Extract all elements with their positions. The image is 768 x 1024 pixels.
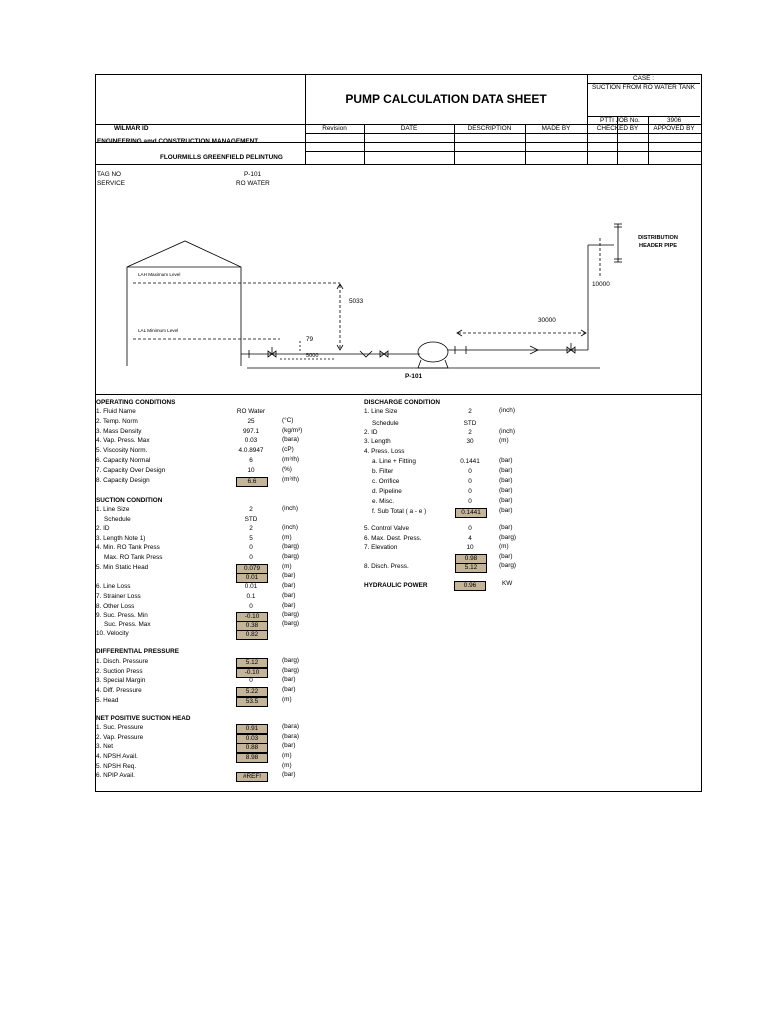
suction-row-unit: (bar): [282, 572, 296, 579]
npsh-row-value: 0.03: [236, 734, 268, 744]
suction-row-value: 0.01: [236, 573, 268, 583]
operating-row-unit: (m³/h): [282, 476, 300, 483]
suction-row-label: 9. Suc. Press. Min: [96, 612, 148, 619]
discharge-row-label: a. Line + Fitting: [372, 458, 416, 465]
col-approved-by: APPOVED BY: [653, 125, 695, 132]
npsh-row-label: 1. Suc. Pressure: [96, 724, 144, 731]
suction-row-label: 10. Velocity: [96, 630, 129, 637]
discharge-row-unit: (inch): [499, 428, 515, 435]
npsh-row-value: 8.98: [236, 753, 268, 763]
operating-row-value: 0.03: [244, 437, 258, 444]
operating-row-label: 4. Vap. Press. Max: [96, 437, 150, 444]
suction-row-value: 5: [249, 535, 253, 542]
discharge-row-label: 3. Length: [364, 438, 391, 445]
discharge-row-label: 6. Max. Dest. Press.: [364, 535, 422, 542]
discharge-row-unit: (inch): [499, 407, 515, 414]
page-title: PUMP CALCULATION DATA SHEET: [345, 92, 547, 106]
dim-5033: 5033: [349, 298, 364, 305]
npsh-row-label: 2. Vap. Pressure: [96, 734, 144, 741]
discharge-row-value: 5.12: [455, 563, 487, 573]
discharge-row-label: d. Pipeline: [372, 488, 402, 495]
suction-row-unit: (bar): [282, 602, 296, 609]
operating-row-label: 8. Capacity Design: [96, 477, 150, 484]
service-value: RO WATER: [236, 180, 270, 187]
suction-row-unit: (bar): [282, 582, 296, 589]
operating-row-value: RO Water: [236, 408, 266, 415]
differential-row-value: 5.12: [236, 658, 268, 668]
npsh-row-unit: (bar): [282, 742, 296, 749]
dim-79: 79: [306, 336, 314, 343]
dim-10000: 10000: [592, 281, 610, 288]
operating-row-value: 25: [247, 418, 255, 425]
discharge-title: DISCHARGE CONDITION: [364, 399, 440, 406]
suction-row-unit: (barg): [282, 620, 300, 627]
differential-row-label: 1. Disch. Pressure: [96, 658, 149, 665]
discharge-row-unit: (bar): [499, 524, 513, 531]
differential-row-label: 2. Suction Press: [96, 668, 143, 675]
operating-row-unit: (°C): [282, 417, 294, 424]
operating-row-unit: (bara): [282, 436, 300, 443]
discharge-row-unit: (barg): [499, 534, 517, 541]
discharge-row-label: 1. Line Size: [364, 408, 398, 415]
differential-row-label: 5. Head: [96, 697, 119, 704]
npsh-row-label: 6. NPIP Avail.: [96, 772, 135, 779]
suction-row-value: 0: [249, 554, 253, 561]
tank-outline: [127, 241, 241, 366]
operating-row-value: 10: [247, 467, 255, 474]
npsh-row-unit: (m): [282, 762, 292, 769]
suction-row-value: 0.079: [236, 564, 268, 574]
discharge-row-unit: (barg): [499, 562, 517, 569]
differential-row-unit: (bar): [282, 676, 296, 683]
suction-row-label: Schedule: [104, 516, 131, 523]
discharge-row-label: f. Sub Total ( a - e ): [372, 508, 427, 515]
npsh-row-value: #REF!: [236, 772, 268, 782]
operating-title: OPERATING CONDITIONS: [96, 399, 176, 406]
suction-row-value: 0.38: [236, 621, 268, 631]
differential-row-label: 3. Special Margin: [96, 677, 146, 684]
col-checked-by: CHECKED BY: [596, 125, 639, 132]
differential-row-unit: (m): [282, 696, 292, 703]
operating-row-label: 6. Capacity Normal: [96, 457, 151, 464]
dim-30000: 30000: [538, 317, 556, 324]
suction-row-label: 3. Length Note 1): [96, 535, 146, 542]
operating-row-unit: (kg/m³): [282, 427, 303, 434]
operating-row-label: 5. Viscosity Norm.: [96, 447, 148, 454]
pump-tag: P-101: [405, 373, 423, 380]
differential-row-label: 4. Diff. Pressure: [96, 687, 142, 694]
discharge-row-unit: (bar): [499, 487, 513, 494]
header-pipe-label: HEADER PIPE: [639, 243, 677, 249]
distribution-label: DISTRIBUTION: [638, 235, 678, 241]
npsh-row-unit: (bara): [282, 723, 300, 730]
service-label: SERVICE: [97, 180, 125, 187]
discharge-row-value: 4: [468, 535, 472, 542]
project-name: FLOURMILLS GREENFIELD PELINTUNG: [160, 154, 283, 161]
npsh-row-unit: (m): [282, 752, 292, 759]
suction-row-unit: (inch): [282, 505, 298, 512]
discharge-row-unit: (bar): [499, 507, 513, 514]
col-revision: Revision: [322, 125, 347, 132]
suction-title: SUCTION CONDITION: [96, 497, 163, 504]
lah-label: LAH Maximum Level: [138, 272, 181, 277]
discharge-row-value: STD: [463, 420, 477, 427]
differential-title: DIFFERENTIAL PRESSURE: [96, 648, 179, 655]
job-value: 3906: [667, 117, 682, 124]
suction-row-value: 2: [249, 506, 253, 513]
npsh-row-value: 0.88: [236, 743, 268, 753]
discharge-row-unit: (m): [499, 437, 509, 444]
discharge-row-value: 2: [468, 429, 472, 436]
discharge-row-label: e. Misc.: [372, 498, 395, 505]
hydraulic-value: 0.96: [454, 581, 486, 591]
suction-row-label: 7. Strainer Loss: [96, 593, 141, 600]
discharge-row-value: 30: [466, 438, 474, 445]
suction-row-unit: (m): [282, 563, 292, 570]
suction-row-value: 0: [249, 544, 253, 551]
discharge-row-label: c. Orrifice: [372, 478, 400, 485]
suction-row-unit: (barg): [282, 543, 300, 550]
operating-row-label: 7. Capacity Over Design: [96, 467, 166, 474]
discharge-row-unit: (bar): [499, 467, 513, 474]
suction-row-label: Suc. Press. Max: [104, 621, 151, 628]
npsh-row-label: 4. NPSH Avail.: [96, 753, 138, 760]
operating-row-unit: (cP): [282, 446, 294, 453]
npsh-row-label: 5. NPSH Req.: [96, 763, 137, 770]
discharge-row-value: 0: [468, 498, 472, 505]
pump-icon: [418, 342, 448, 362]
suction-row-label: 1. Line Size: [96, 506, 130, 513]
company-division: ENGINEERING amd CONSTRUCTION MANAGEMENT: [97, 138, 259, 145]
suction-row-value: -0.10: [236, 612, 268, 622]
discharge-row-value: 2: [468, 408, 472, 415]
suction-row-unit: (barg): [282, 611, 300, 618]
operating-row-value: 6: [249, 457, 253, 464]
suction-row-label: 2. ID: [96, 525, 110, 532]
discharge-row-label: 2. ID: [364, 429, 378, 436]
suction-row-value: 2: [249, 525, 253, 532]
discharge-row-label: 5. Control Valve: [364, 525, 409, 532]
case-value: SUCTION FROM RO WATER TANK: [591, 84, 696, 91]
operating-row-label: 2. Temp. Norm: [96, 418, 138, 425]
operating-row-value: 4.0.8947: [238, 447, 264, 454]
hydraulic-unit: KW: [502, 580, 513, 587]
discharge-row-unit: (m): [499, 543, 509, 550]
case-label: CASE :: [633, 75, 654, 82]
discharge-row-value: 0.98: [455, 554, 487, 564]
discharge-row-value: 0: [468, 468, 472, 475]
differential-row-value: 53.5: [236, 697, 268, 707]
npsh-row-label: 3. Net: [96, 743, 114, 750]
suction-row-value: 0.82: [236, 630, 268, 640]
discharge-row-label: 8. Disch. Press.: [364, 563, 409, 570]
suction-row-value: STD: [244, 516, 258, 523]
differential-row-unit: (barg): [282, 657, 300, 664]
suction-row-label: 6. Line Loss: [96, 583, 131, 590]
discharge-row-unit: (bar): [499, 477, 513, 484]
suction-row-value: 0: [249, 603, 253, 610]
suction-row-label: 4. Min. RO Tank Press: [96, 544, 160, 551]
suction-row-label: Max. RO Tank Press: [104, 554, 163, 561]
discharge-row-value: 0.1441: [455, 508, 487, 518]
npsh-title: NET POSITIVE SUCTION HEAD: [96, 715, 191, 722]
col-date: DATE: [400, 125, 418, 132]
operating-row-label: 1. Fluid Name: [96, 408, 136, 415]
discharge-row-unit: (bar): [499, 553, 513, 560]
npsh-row-unit: (bara): [282, 733, 300, 740]
discharge-row-label: 4. Press. Loss: [364, 448, 405, 455]
suction-row-value: 0.01: [244, 583, 258, 590]
discharge-row-unit: (bar): [499, 457, 513, 464]
differential-row-value: 5.22: [236, 687, 268, 697]
job-label: PTTI JOB No.: [600, 117, 640, 124]
col-description: DESCRIPTION: [467, 125, 512, 132]
discharge-row-value: 0: [468, 488, 472, 495]
tag-value: P-101: [244, 171, 262, 178]
operating-row-unit: (m³/h): [282, 456, 300, 463]
discharge-row-value: 10: [466, 544, 474, 551]
company-name: WILMAR ID: [114, 125, 149, 132]
discharge-row-unit: (bar): [499, 497, 513, 504]
operating-row-value: 6.6: [236, 477, 268, 487]
suction-row-value: 0.1: [246, 593, 256, 600]
discharge-row-value: 0: [468, 478, 472, 485]
differential-row-unit: (bar): [282, 686, 296, 693]
suction-row-unit: (bar): [282, 592, 296, 599]
operating-row-value: 997.1: [243, 428, 259, 435]
differential-row-unit: (barg): [282, 667, 300, 674]
hydraulic-label: HYDRAULIC POWER: [364, 582, 428, 589]
npsh-row-unit: (bar): [282, 771, 296, 778]
suction-row-label: 5. Min Static Head: [96, 564, 149, 571]
suction-row-unit: (m): [282, 534, 292, 541]
differential-row-value: 0: [249, 677, 253, 684]
col-made-by: MADE BY: [541, 125, 571, 132]
lal-label: LAL Minimum Level: [138, 328, 179, 333]
differential-row-value: -0.10: [236, 668, 268, 678]
tag-label: TAG NO: [97, 171, 122, 178]
discharge-row-label: 7. Elevation: [364, 544, 398, 551]
discharge-row-label: b. Filter: [372, 468, 394, 475]
dim-5000: 5000: [306, 353, 319, 359]
discharge-row-value: 0: [468, 525, 472, 532]
suction-row-unit: (inch): [282, 524, 298, 531]
operating-row-label: 3. Mass Density: [96, 428, 142, 435]
suction-row-unit: (barg): [282, 553, 300, 560]
discharge-row-value: 0.1441: [460, 458, 480, 465]
suction-row-label: 8. Other Loss: [96, 603, 135, 610]
operating-row-unit: (%): [282, 466, 292, 473]
npsh-row-value: 0.91: [236, 724, 268, 734]
discharge-row-label: Schedule: [372, 420, 399, 427]
